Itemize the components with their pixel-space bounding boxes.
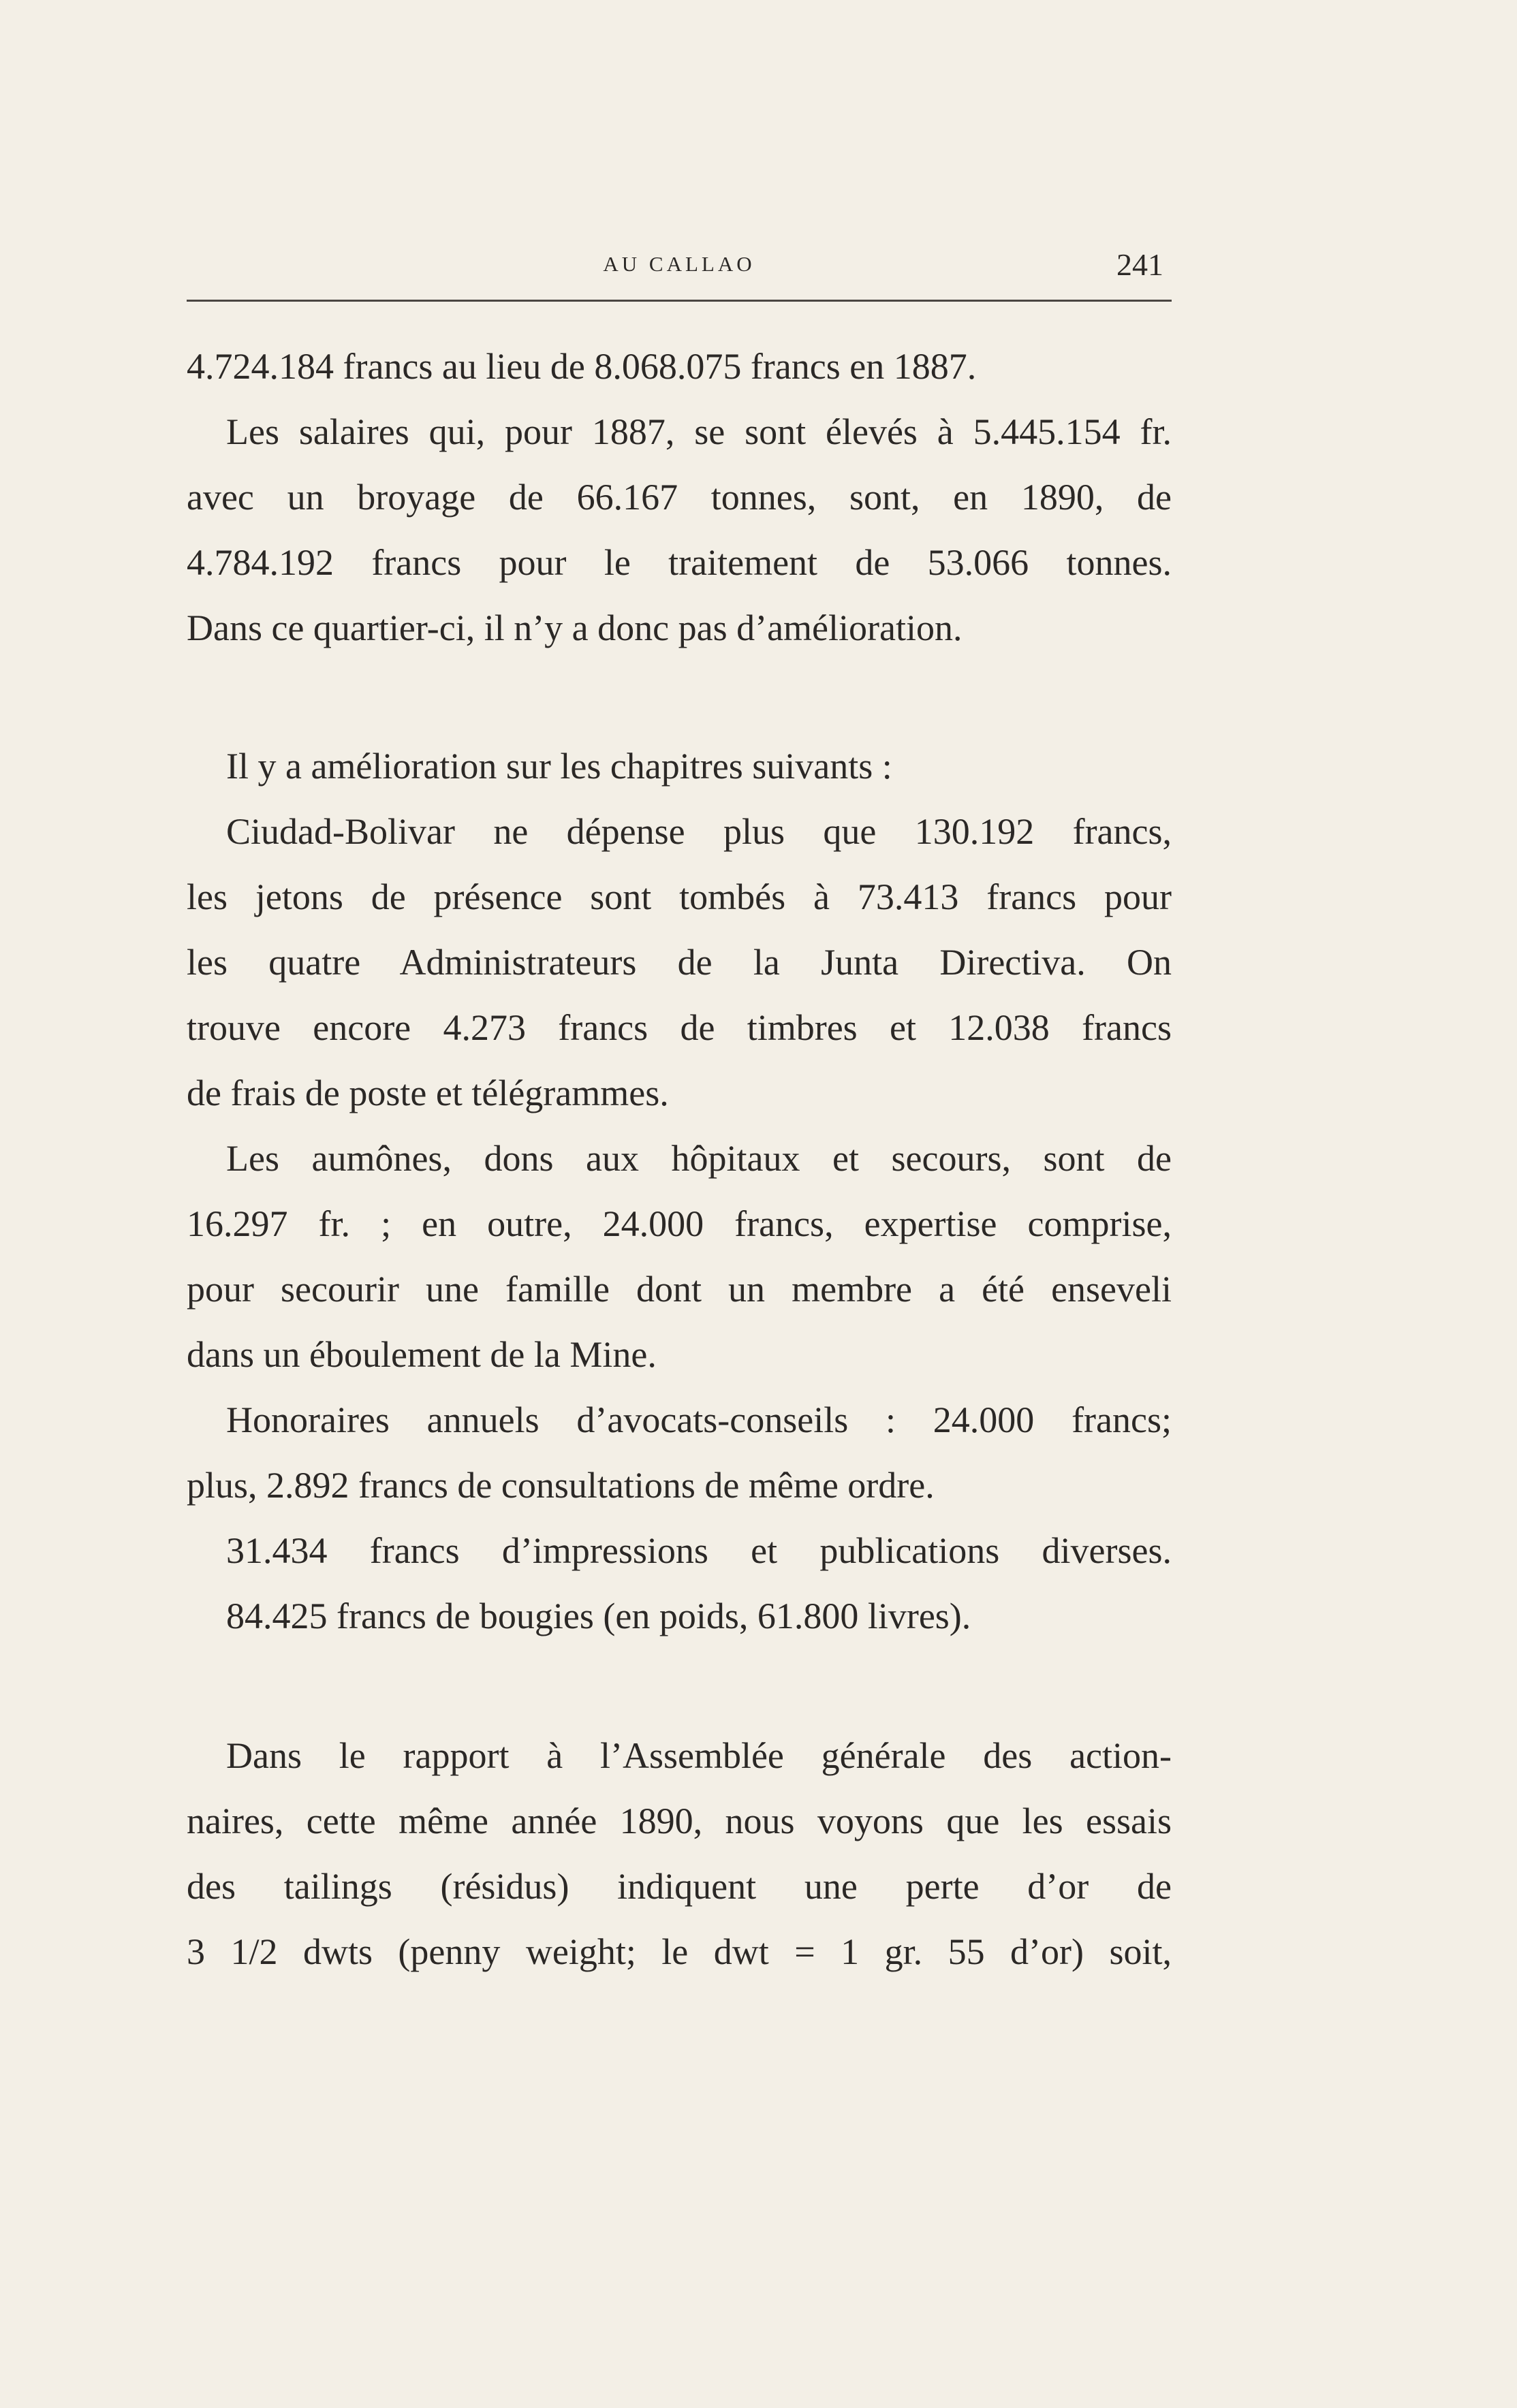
- text-line: les quatre Administrateurs de la Junta Directiva. On: [187, 942, 1172, 983]
- text-line: plus, 2.892 francs de consultations de même ordre.: [187, 1465, 935, 1506]
- running-head: [187, 247, 1172, 287]
- header-rule: [187, 300, 1172, 302]
- text-line: Dans ce quartier-ci, il n’y a donc pas d’amélioration.: [187, 607, 963, 648]
- text-line: 4.724.184 francs au lieu de 8.068.075 francs en 1887.: [187, 346, 977, 387]
- text-line: Dans le rapport à l’Assemblée générale des action-: [226, 1735, 1172, 1776]
- page-number: 241: [1116, 247, 1163, 282]
- text-line: naires, cette même année 1890, nous voyons que les essais: [187, 1801, 1172, 1841]
- text-line: dans un éboulement de la Mine.: [187, 1334, 657, 1375]
- text-line: 16.297 fr. ; en outre, 24.000 francs, expertise comprise,: [187, 1203, 1172, 1244]
- text-line: 31.434 francs d’impressions et publications diverses.: [226, 1530, 1172, 1571]
- text-line: des tailings (résidus) indiquent une perte d’or de: [187, 1866, 1172, 1907]
- text-line: trouve encore 4.273 francs de timbres et 12.038 francs: [187, 1007, 1172, 1048]
- text-line: Les salaires qui, pour 1887, se sont élevés à 5.445.154 fr.: [226, 411, 1172, 452]
- text-line: 4.784.192 francs pour le traitement de 53.066 tonnes.: [187, 542, 1172, 583]
- text-line: Honoraires annuels d’avocats-conseils : 24.000 francs;: [226, 1399, 1172, 1440]
- text-line: avec un broyage de 66.167 tonnes, sont, en 1890, de: [187, 477, 1172, 518]
- text-line: 3 1/2 dwts (penny weight; le dwt = 1 gr. 55 d’or) soit,: [187, 1931, 1172, 1972]
- text-line: Ciudad-Bolivar ne dépense plus que 130.192 francs,: [226, 811, 1172, 852]
- text-line: Il y a amélioration sur les chapitres suivants :: [226, 746, 892, 787]
- text-line: 84.425 francs de bougies (en poids, 61.800 livres).: [226, 1596, 971, 1636]
- text-line: de frais de poste et télégrammes.: [187, 1073, 669, 1113]
- text-line: les jetons de présence sont tombés à 73.413 francs pour: [187, 876, 1172, 917]
- text-line: pour secourir une famille dont un membre a été enseveli: [187, 1269, 1172, 1310]
- text-line: Les aumônes, dons aux hôpitaux et secours, sont de: [226, 1138, 1172, 1179]
- running-title: AU CALLAO: [603, 252, 755, 276]
